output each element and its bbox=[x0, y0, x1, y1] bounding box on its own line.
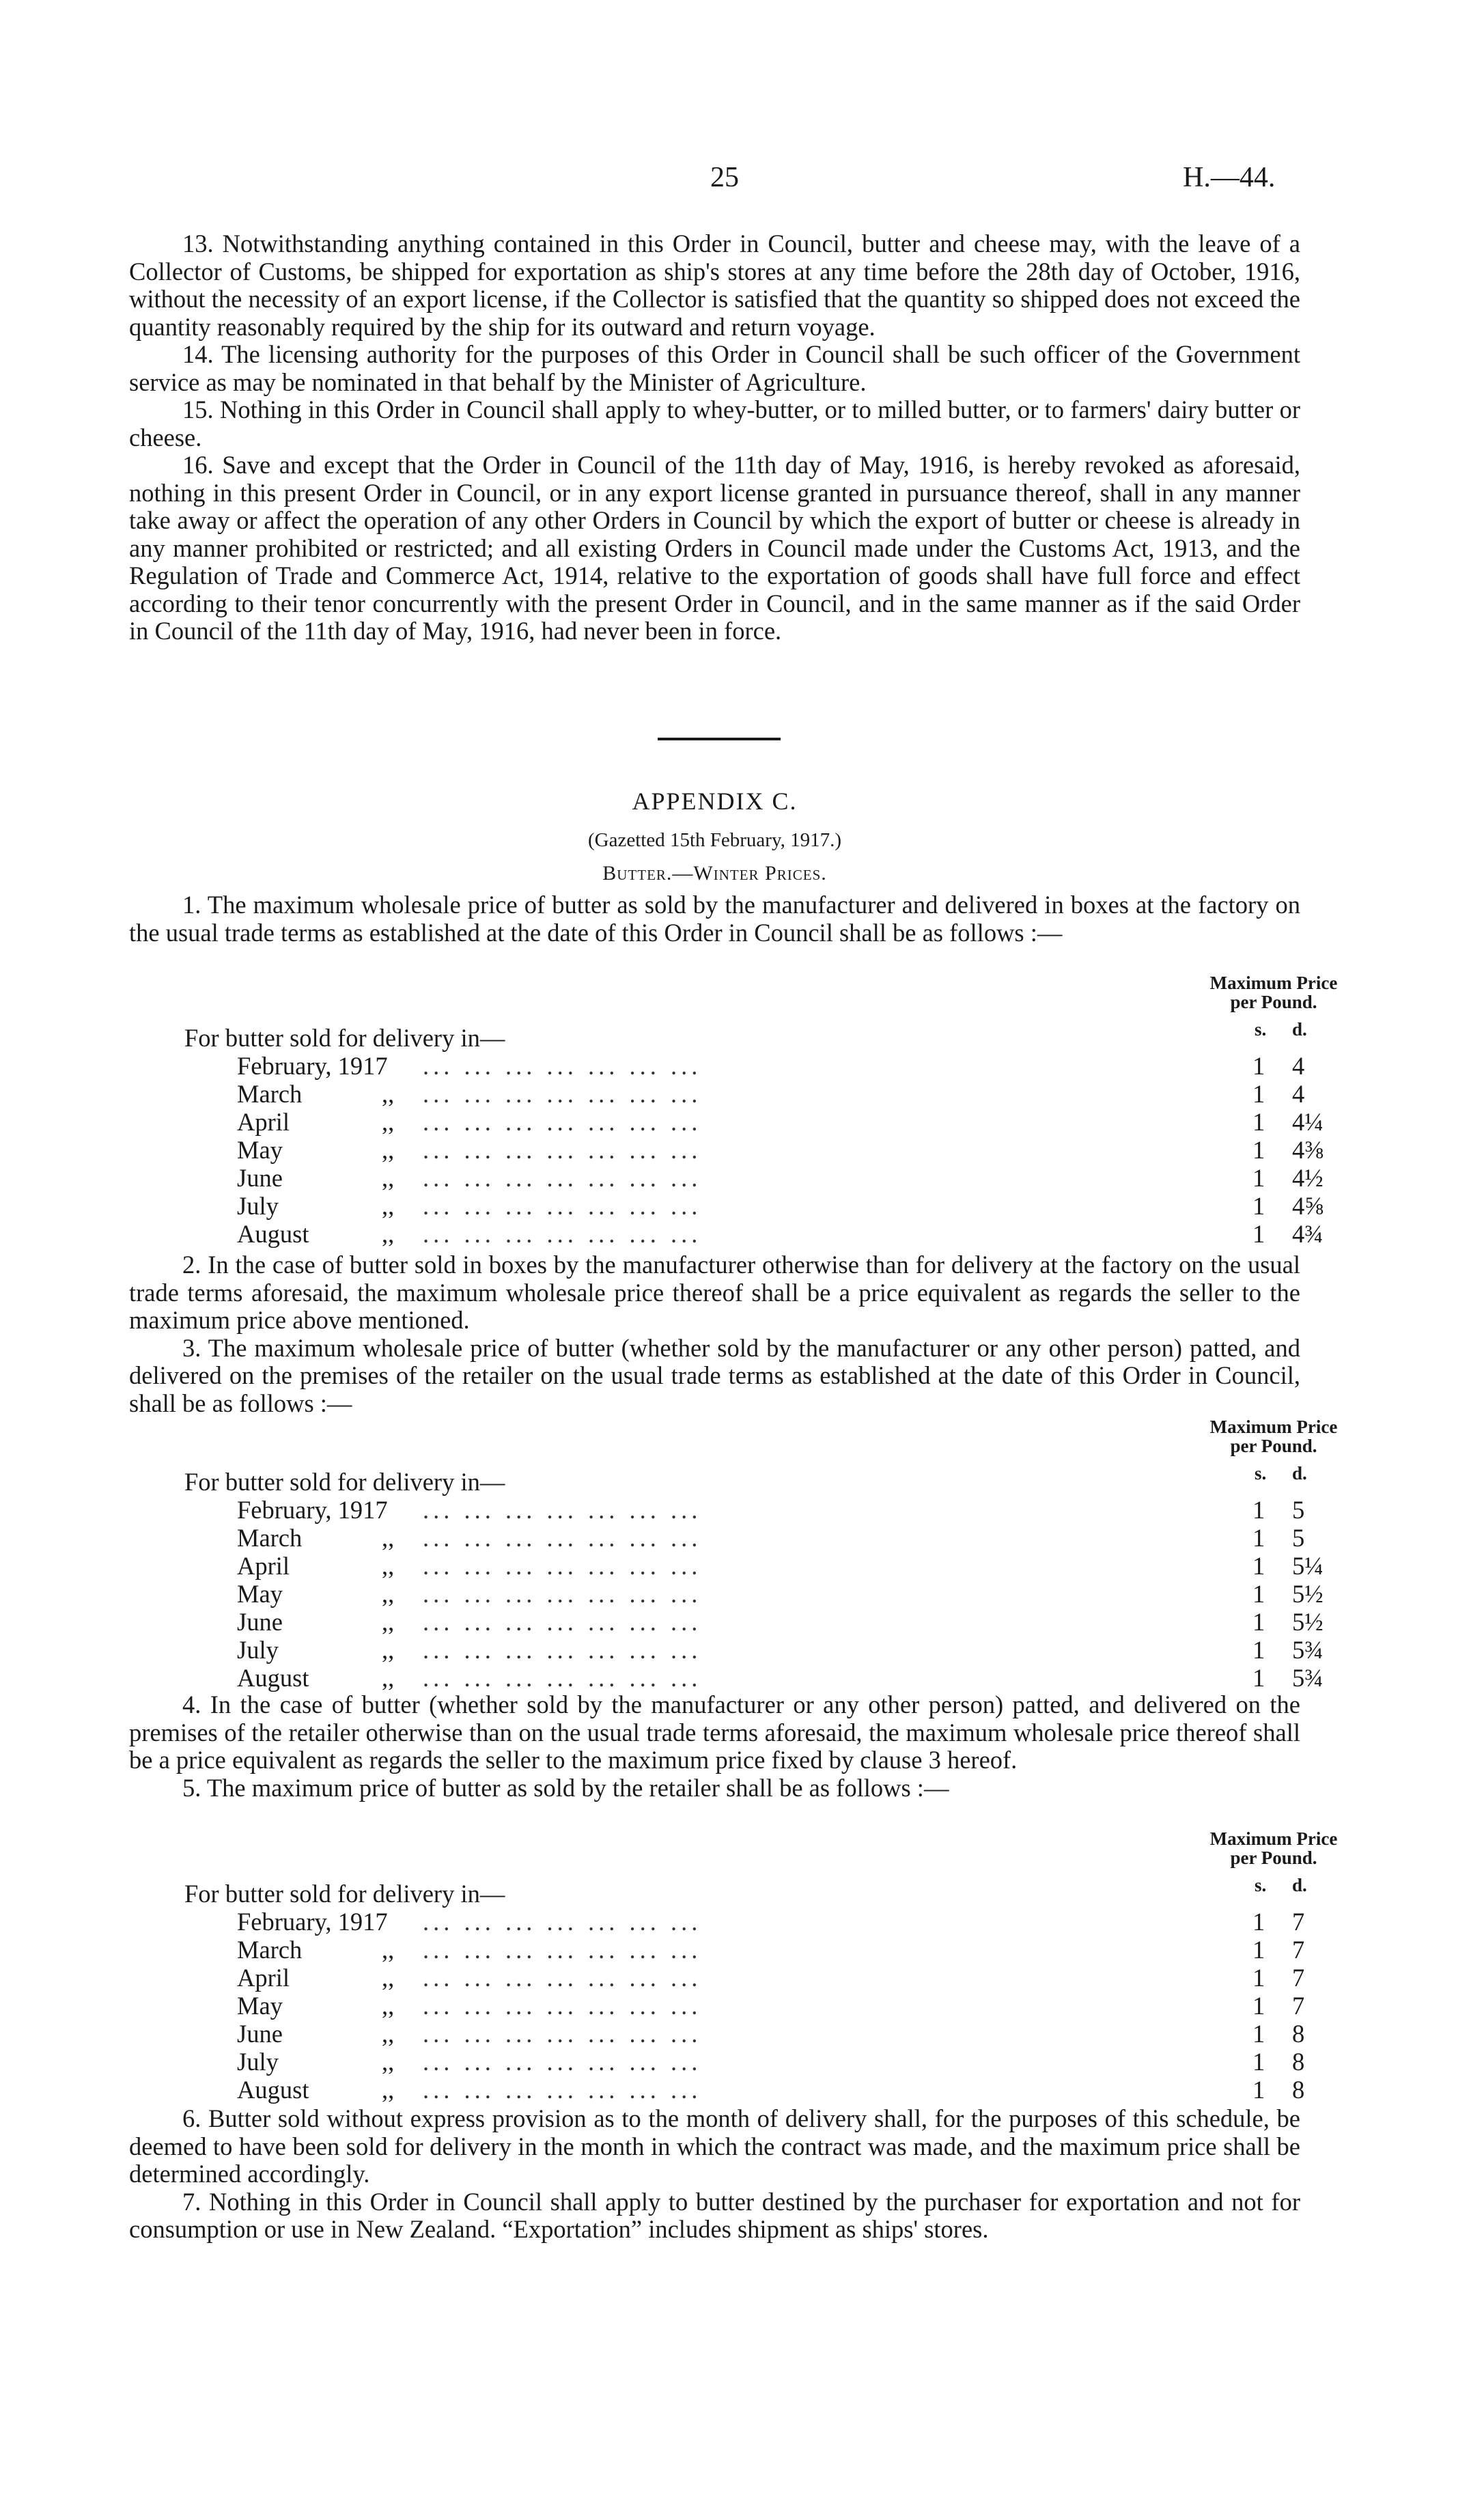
price-column-head bbox=[1205, 973, 1342, 1012]
month-label: April bbox=[237, 1964, 290, 1992]
price-pence: 8 bbox=[1292, 2048, 1305, 2076]
month-label: April bbox=[237, 1552, 290, 1580]
table-lead-row bbox=[129, 1468, 1300, 1496]
clause-3: 3. The maximum wholesale price of butter (whether sold by the manufacturer or any other person) patted, and delivered on the premises of the retailer on the usual trade terms as established at the date of this Order in Council, shall be as follows :— bbox=[129, 1333, 1300, 1417]
price-pence: 5½ bbox=[1292, 1580, 1324, 1608]
dot-leader: ... ... ... ... ... ... ... bbox=[423, 2020, 702, 2048]
pence-head: d. bbox=[1292, 1463, 1307, 1484]
gazetted-date: (Gazetted 15th February, 1917.) bbox=[588, 829, 841, 851]
clause-13: 13. Notwithstanding anything contained in this Order in Council, butter and cheese may, with the leave of a Collector of Customs, be shipped for exportation as ship's stores at any time before the 28th day of October, 1916, without the necessity of an export license, if the Collector is satisfied that the quantity so shipped does not exceed the quantity reasonably required by the ship for its outward and return voyage. bbox=[129, 229, 1300, 341]
clauses-4-5-block bbox=[129, 1691, 1300, 1802]
clauses-6-7-block bbox=[129, 2105, 1300, 2244]
table-lead-row bbox=[129, 1024, 1300, 1052]
ditto-mark: ,, bbox=[382, 2020, 395, 2048]
month-label: June bbox=[237, 1608, 283, 1636]
month-label: June bbox=[237, 1164, 283, 1192]
month-label: June bbox=[237, 2020, 283, 2048]
ditto-mark: ,, bbox=[382, 1992, 395, 2020]
month-label: February, 1917 bbox=[237, 1052, 388, 1080]
appendix-subtitle: Butter.—Winter Prices. bbox=[602, 862, 827, 885]
ditto-mark: ,, bbox=[382, 1664, 395, 1692]
ditto-mark: ,, bbox=[382, 1080, 395, 1108]
dot-leader: ... ... ... ... ... ... ... bbox=[423, 1164, 702, 1192]
table-row bbox=[129, 1908, 1305, 1936]
dot-leader: ... ... ... ... ... ... ... bbox=[423, 1580, 702, 1608]
price-pence: 7 bbox=[1292, 1908, 1305, 1936]
price-pence: 7 bbox=[1292, 1936, 1305, 1964]
dot-leader: ... ... ... ... ... ... ... bbox=[423, 1636, 702, 1664]
ditto-mark: ,, bbox=[382, 1192, 395, 1220]
shillings-head: s. bbox=[1255, 1019, 1267, 1040]
table-row bbox=[129, 2020, 1305, 2048]
price-head-line-2: per Pound. bbox=[1230, 1848, 1317, 1868]
price-head-line-2: per Pound. bbox=[1230, 1436, 1317, 1456]
table-row bbox=[129, 1964, 1305, 1992]
price-table-1 bbox=[129, 973, 1338, 1248]
price-shillings: 1 bbox=[1252, 1524, 1265, 1552]
price-pence: 5 bbox=[1292, 1524, 1305, 1552]
table-lead-label: For butter sold for delivery in— bbox=[184, 1024, 505, 1052]
price-shillings: 1 bbox=[1252, 1936, 1265, 1964]
price-shillings: 1 bbox=[1252, 1136, 1265, 1164]
table-lead-label: For butter sold for delivery in— bbox=[184, 1880, 505, 1908]
dot-leader: ... ... ... ... ... ... ... bbox=[423, 1220, 702, 1248]
ditto-mark: ,, bbox=[382, 1108, 395, 1136]
price-shillings: 1 bbox=[1252, 1908, 1265, 1936]
price-pence: 5¼ bbox=[1292, 1552, 1324, 1580]
ditto-mark: ,, bbox=[382, 1524, 395, 1552]
price-pence: 5¾ bbox=[1292, 1664, 1324, 1692]
ditto-mark: ,, bbox=[382, 2048, 395, 2076]
dot-leader: ... ... ... ... ... ... ... bbox=[423, 1496, 702, 1524]
price-shillings: 1 bbox=[1252, 1608, 1265, 1636]
table-row bbox=[129, 2076, 1305, 2104]
ditto-mark: ,, bbox=[382, 1608, 395, 1636]
clause-4: 4. In the case of butter (whether sold by the manufacturer or any other person) patted, and delivered on the premises of the retailer otherwise than on the usual trade terms aforesaid, the maximum wholesale price thereof shall be a price equivalent as regards the seller to the maximum price fixed by clause 3 hereof. bbox=[129, 1690, 1300, 1774]
clause-1: 1. The maximum wholesale price of butter as sold by the manufacturer and delivered in boxes at the factory on the usual trade terms as established at the date of this Order in Council shall be as follows :— bbox=[129, 891, 1300, 947]
price-pence: 4½ bbox=[1292, 1164, 1324, 1192]
clause-2: 2. In the case of butter sold in boxes by the manufacturer otherwise than for delivery at the factory on the usual trade terms aforesaid, the maximum wholesale price thereof shall be a price equivalent as regards the seller to the maximum price above mentioned. bbox=[129, 1251, 1300, 1334]
dot-leader: ... ... ... ... ... ... ... bbox=[423, 1136, 702, 1164]
price-pence: 8 bbox=[1292, 2076, 1305, 2104]
price-pence: 4 bbox=[1292, 1052, 1305, 1080]
clause-16: 16. Save and except that the Order in Council of the 11th day of May, 1916, is hereby revoked as aforesaid, nothing in this present Order in Council, or in any export license granted in pursuance thereof, shall in any manner take away or affect the operation of any other Orders in Council by which the export of butter or cheese is already in any manner prohibited or restricted; and all existing Orders in Council made under the Customs Act, 1913, and the Regulation of Trade and Commerce Act, 1914, relative to the exportation of goods shall have full force and effect according to their tenor concurrently with the present Order in Council, and in the same manner as if the said Order in Council of the 11th day of May, 1916, had never been in force. bbox=[129, 451, 1300, 645]
price-shillings: 1 bbox=[1252, 1052, 1265, 1080]
month-label: March bbox=[237, 1936, 303, 1964]
pence-head: d. bbox=[1292, 1875, 1307, 1895]
ditto-mark: ,, bbox=[382, 1964, 395, 1992]
month-label: May bbox=[237, 1580, 283, 1608]
table-row bbox=[129, 1936, 1305, 1964]
table-row bbox=[129, 1192, 1324, 1220]
price-shillings: 1 bbox=[1252, 1220, 1265, 1248]
month-label: July bbox=[237, 1636, 279, 1664]
price-pence: 4¼ bbox=[1292, 1108, 1324, 1136]
price-shillings: 1 bbox=[1252, 1164, 1265, 1192]
price-shillings: 1 bbox=[1252, 1552, 1265, 1580]
table-row bbox=[129, 1164, 1324, 1192]
month-label: May bbox=[237, 1136, 283, 1164]
clauses-top bbox=[129, 230, 1300, 645]
dot-leader: ... ... ... ... ... ... ... bbox=[423, 2076, 702, 2104]
month-label: May bbox=[237, 1992, 283, 2020]
price-table-2 bbox=[129, 1417, 1338, 1692]
page-number: 25 bbox=[710, 162, 739, 193]
table-row bbox=[129, 1608, 1324, 1636]
price-column-head bbox=[1205, 1829, 1342, 1867]
dot-leader: ... ... ... ... ... ... ... bbox=[423, 1108, 702, 1136]
price-pence: 7 bbox=[1292, 1964, 1305, 1992]
month-label: August bbox=[237, 1664, 309, 1692]
ditto-mark: ,, bbox=[382, 1220, 395, 1248]
month-label: July bbox=[237, 1192, 279, 1220]
price-shillings: 1 bbox=[1252, 1992, 1265, 2020]
price-pence: 4⅝ bbox=[1292, 1192, 1324, 1220]
price-head-line-2: per Pound. bbox=[1230, 992, 1317, 1012]
price-shillings: 1 bbox=[1252, 2020, 1265, 2048]
clause-1-block bbox=[129, 891, 1300, 947]
clause-15: 15. Nothing in this Order in Council shall apply to whey-butter, or to milled butter, or to farmers' dairy butter or cheese. bbox=[129, 395, 1300, 451]
ditto-mark: ,, bbox=[382, 1936, 395, 1964]
clause-7: 7. Nothing in this Order in Council shall apply to butter destined by the purchaser for exportation and not for consumption or use in New Zealand. “Exportation” includes shipment as ships' stores. bbox=[129, 2187, 1300, 2243]
price-pence: 5½ bbox=[1292, 1608, 1324, 1636]
month-label: April bbox=[237, 1108, 290, 1136]
appendix-title: APPENDIX C. bbox=[632, 788, 798, 815]
price-pence: 4⅜ bbox=[1292, 1136, 1324, 1164]
table-row bbox=[129, 1552, 1324, 1580]
table-row bbox=[129, 1220, 1324, 1248]
clauses-2-3-block bbox=[129, 1251, 1300, 1417]
table-row bbox=[129, 1580, 1324, 1608]
table-row bbox=[129, 1636, 1324, 1664]
ditto-mark: ,, bbox=[382, 1164, 395, 1192]
price-head-line-1: Maximum Price bbox=[1209, 973, 1338, 993]
month-label: February, 1917 bbox=[237, 1908, 388, 1936]
clause-5: 5. The maximum price of butter as sold by the retailer shall be as follows :— bbox=[182, 1773, 949, 1802]
document-reference: H.—44. bbox=[1183, 162, 1276, 193]
dot-leader: ... ... ... ... ... ... ... bbox=[423, 1524, 702, 1552]
table-row bbox=[129, 1496, 1305, 1524]
month-label: February, 1917 bbox=[237, 1496, 388, 1524]
table-row bbox=[129, 1992, 1305, 2020]
month-label: August bbox=[237, 1220, 309, 1248]
dot-leader: ... ... ... ... ... ... ... bbox=[423, 1936, 702, 1964]
price-shillings: 1 bbox=[1252, 1580, 1265, 1608]
table-lead-row bbox=[129, 1880, 1300, 1908]
price-shillings: 1 bbox=[1252, 1664, 1265, 1692]
table-row bbox=[129, 1108, 1324, 1136]
price-shillings: 1 bbox=[1252, 1964, 1265, 1992]
price-shillings: 1 bbox=[1252, 1636, 1265, 1664]
month-label: August bbox=[237, 2076, 309, 2104]
price-shillings: 1 bbox=[1252, 1080, 1265, 1108]
price-table-3 bbox=[129, 1828, 1338, 2104]
dot-leader: ... ... ... ... ... ... ... bbox=[423, 1052, 702, 1080]
dot-leader: ... ... ... ... ... ... ... bbox=[423, 1992, 702, 2020]
dot-leader: ... ... ... ... ... ... ... bbox=[423, 1552, 702, 1580]
ditto-mark: ,, bbox=[382, 1136, 395, 1164]
dot-leader: ... ... ... ... ... ... ... bbox=[423, 1608, 702, 1636]
dot-leader: ... ... ... ... ... ... ... bbox=[423, 1664, 702, 1692]
price-shillings: 1 bbox=[1252, 1108, 1265, 1136]
dot-leader: ... ... ... ... ... ... ... bbox=[423, 1080, 702, 1108]
ditto-mark: ,, bbox=[382, 2076, 395, 2104]
dot-leader: ... ... ... ... ... ... ... bbox=[423, 1908, 702, 1936]
price-head-line-1: Maximum Price bbox=[1209, 1828, 1338, 1849]
pence-head: d. bbox=[1292, 1019, 1307, 1040]
shillings-head: s. bbox=[1255, 1463, 1267, 1484]
table-row bbox=[129, 1524, 1305, 1552]
month-label: July bbox=[237, 2048, 279, 2076]
price-pence: 5 bbox=[1292, 1496, 1305, 1524]
ditto-mark: ,, bbox=[382, 1552, 395, 1580]
dot-leader: ... ... ... ... ... ... ... bbox=[423, 1964, 702, 1992]
table-row bbox=[129, 2048, 1305, 2076]
price-shillings: 1 bbox=[1252, 2076, 1265, 2104]
price-pence: 7 bbox=[1292, 1992, 1305, 2020]
price-head-line-1: Maximum Price bbox=[1209, 1417, 1338, 1437]
dot-leader: ... ... ... ... ... ... ... bbox=[423, 1192, 702, 1220]
price-pence: 5¾ bbox=[1292, 1636, 1324, 1664]
month-label: March bbox=[237, 1524, 303, 1552]
table-row bbox=[129, 1052, 1305, 1080]
clause-6: 6. Butter sold without express provision as to the month of delivery shall, for the purposes of this schedule, be deemed to have been sold for delivery in the month in which the contract was made, and the maximum price shall be determined accordingly. bbox=[129, 2104, 1300, 2188]
month-label: March bbox=[237, 1080, 303, 1108]
price-shillings: 1 bbox=[1252, 1496, 1265, 1524]
ditto-mark: ,, bbox=[382, 1636, 395, 1664]
price-shillings: 1 bbox=[1252, 2048, 1265, 2076]
price-pence: 4¾ bbox=[1292, 1220, 1324, 1248]
price-pence: 4 bbox=[1292, 1080, 1305, 1108]
price-pence: 8 bbox=[1292, 2020, 1305, 2048]
table-row bbox=[129, 1136, 1324, 1164]
price-shillings: 1 bbox=[1252, 1192, 1265, 1220]
price-column-head bbox=[1205, 1417, 1342, 1456]
table-row bbox=[129, 1664, 1324, 1692]
section-divider bbox=[658, 738, 781, 740]
clause-14: 14. The licensing authority for the purposes of this Order in Council shall be such officer of the Government service as may be nominated in that behalf by the Minister of Agriculture. bbox=[129, 340, 1300, 396]
table-lead-label: For butter sold for delivery in— bbox=[184, 1468, 505, 1496]
table-row bbox=[129, 1080, 1305, 1108]
dot-leader: ... ... ... ... ... ... ... bbox=[423, 2048, 702, 2076]
shillings-head: s. bbox=[1255, 1875, 1267, 1895]
ditto-mark: ,, bbox=[382, 1580, 395, 1608]
